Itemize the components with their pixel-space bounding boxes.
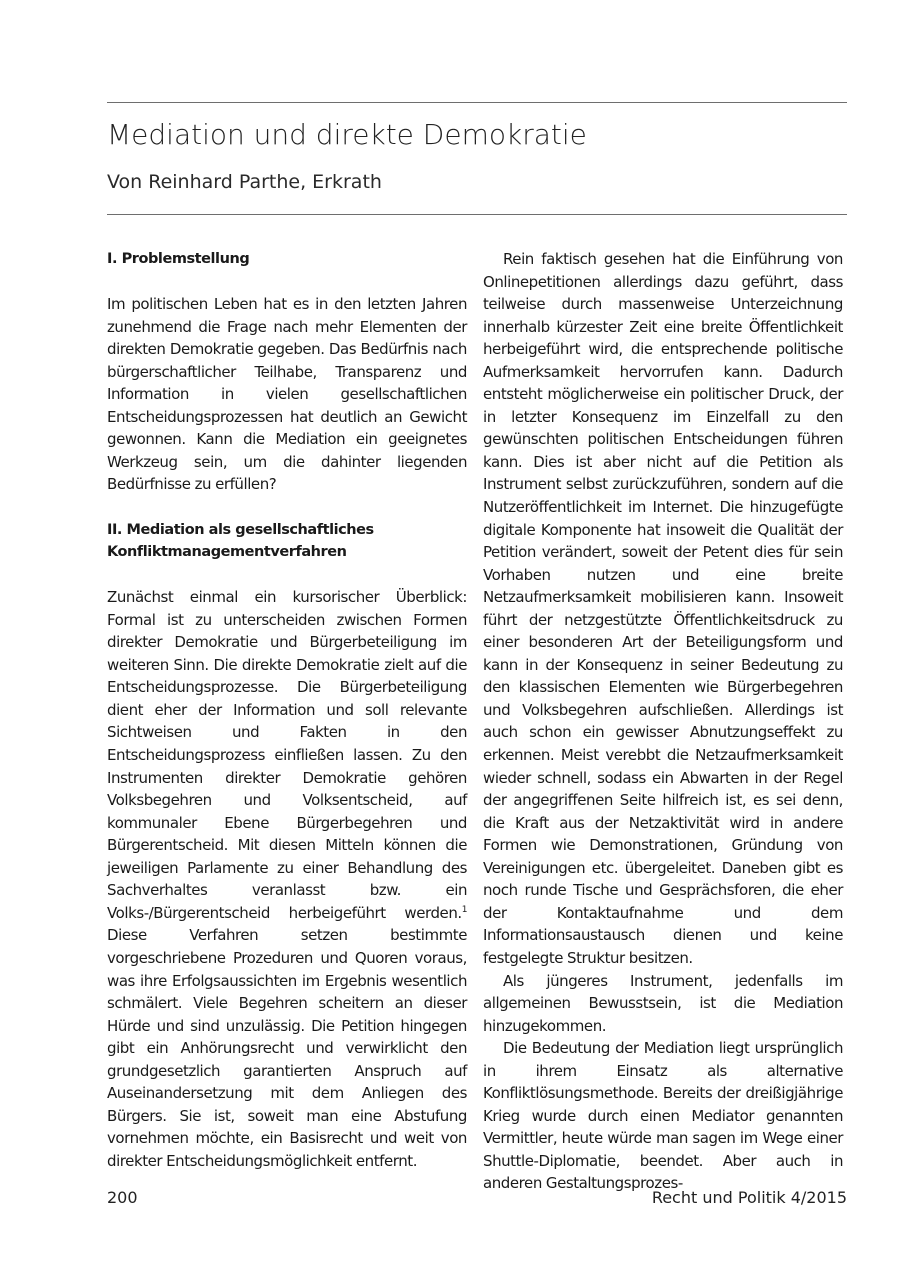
section-heading-mediation-line1: II. Mediation als gesellschaftliches	[107, 521, 374, 538]
footnote-marker: 1	[461, 904, 467, 915]
paragraph-onlinepetitionen: Rein faktisch gesehen hat die Einführung von Onlinepetitionen allerdings dazu geführt, dass teilweise durch massenweise Unterzeichnung innerhalb kürzester Zeit eine breite Öffentlichkeit herbeigeführt wird, die entsprechende politische Aufmerksamkeit hervorrufen kann. Dadurch entsteht möglicherweise ein politischer Druck, der in letzter Konsequenz im Einzelfall zu den gewünschten politischen Entscheidungen führen kann. Dies ist aber nicht auf die Petition als Instrument selbst zurückzuführen, sondern auf die Nutzeröffentlichkeit im Internet. Die hinzugefügte digitale Komponente hat insoweit die Qualität der Petition verändert, soweit der Petent dies für sein Vorhaben nutzen und eine breite Netzaufmerksamkeit mobilisieren kann. Insoweit führt der netzgestützte Öffentlichkeitsdruck zu einer besonderen Art der Beteiligungsform und kann in der Konsequenz in seiner Bedeutung zu den klassischen Elementen wie Bürgerbegehren und Volksbegehren aufschließen. Allerdings ist auch schon ein gewisser Abnutzungseffekt zu erkennen. Meist verebbt die Netzaufmerksamkeit wieder schnell, sodass ein Abwarten in der Regel der angegriffenen Seite hilfreich ist, es sei denn, die Kraft aus der Netzaktivität wird in andere Formen wie Demonstrationen, Gründung von Vereinigungen etc. übergeleitet. Daneben gibt es noch runde Tische und Gesprächsforen, die eher der Kontaktaufnahme und dem Informationsaustausch dienen und keine festgelegte Struktur besitzen.	[483, 250, 843, 967]
article-title: Mediation und direkte Demokratie	[107, 118, 587, 151]
header-bottom-rule	[107, 214, 847, 215]
paragraph-ueberblick-part2: Diese Verfahren setzen bestimmte vorgeschriebene Prozeduren und Quoren voraus, was ihre Erfolgsaussichten im Ergebnis wesentlich schmälert. Viele Begehren scheitern an dieser Hürde und sind unzulässig. Die Petition hingegen gibt ein Anhörungsrecht und verwirklicht den grundgesetzlich garantierten Anspruch auf Auseinandersetzung mit dem Anliegen des Bürgers. Sie ist, soweit man eine Abstufung vornehmen möchte, ein Basisrecht und weit von direkter Entscheidungsmöglichkeit entfernt.	[107, 926, 467, 1170]
section-heading-mediation	[107, 519, 467, 564]
paragraph-ueberblick	[107, 586, 467, 1172]
paragraph-problemstellung: Im politischen Leben hat es in den letzten Jahren zunehmend die Frage nach mehr Elementen der direkten Demokratie gegeben. Das Bedürfnis nach bürgerschaftlicher Teilhabe, Transparenz und Information in vielen gesellschaftlichen Entscheidungsprozessen hat deutlich an Gewicht gewonnen. Kann die Mediation ein geeignetes Werkzeug sein, um die dahinter liegenden Bedürfnisse zu erfüllen?	[107, 295, 467, 494]
section-heading-problemstellung: I. Problemstellung	[107, 251, 250, 267]
paragraph-ueberblick-part1: Zunächst einmal ein kursorischer Überblick: Formal ist zu unterscheiden zwischen Formen direkter Demokratie und Bürgerbeteiligung im weiteren Sinn. Die direkte Demokratie zielt auf die Entscheidungsprozesse. Die Bürgerbeteiligung dient eher der Information und soll relevante Sichtweisen und Fakten in den Entscheidungsprozess einfließen lassen. Zu den Instrumenten direkter Demokratie gehören Volksbegehren und Volksentscheid, auf kommunaler Ebene Bürgerbegehren und Bürgerentscheid. Mit diesen Mitteln können die jeweiligen Parlamente zu einer Behandlung des Sachverhaltes veranlasst bzw. ein Volks-/Bürgerentscheid herbeigeführt werden.	[107, 588, 467, 922]
paragraph-bedeutung-mediation: Die Bedeutung der Mediation liegt ursprünglich in ihrem Einsatz als alternative Konfliktlösungsmethode. Bereits der dreißigjährige Krieg wurde durch einen Mediator genannten Vermittler, heute würde man sagen im Wege einer Shuttle-Diplomatie, beendet. Aber auch in anderen Gestaltungsprozes-	[483, 1039, 843, 1193]
article-author: Von Reinhard Parthe, Erkrath	[107, 171, 382, 193]
journal-reference: Recht und Politik 4/2015	[651, 1188, 847, 1207]
section-heading-mediation-line2: Konfliktmanagementverfahren	[107, 544, 347, 561]
page-number: 200	[107, 1188, 138, 1207]
paragraph-juengeres-instrument: Als jüngeres Instrument, jedenfalls im allgemeinen Bewusstsein, ist die Mediation hinzugekommen.	[483, 971, 843, 1035]
left-column	[107, 248, 467, 1172]
right-column	[483, 248, 843, 1195]
top-rule	[107, 102, 847, 103]
